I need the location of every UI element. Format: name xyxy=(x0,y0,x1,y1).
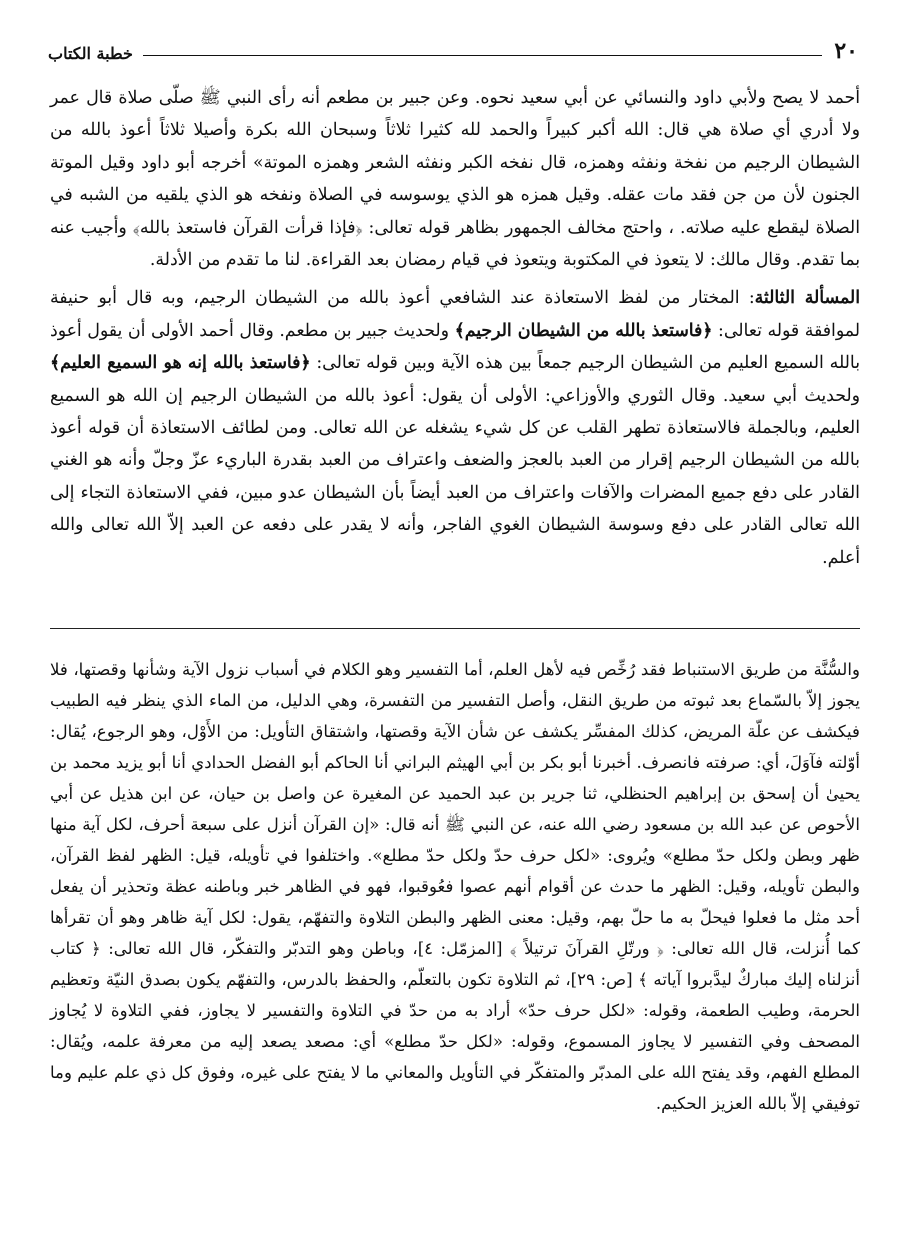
issue-label: المسألة الثالثة xyxy=(754,288,860,309)
paragraph-third-issue xyxy=(50,282,860,574)
quran-verse: ﴿فاستعذ بالله إنه هو السميع العليم﴾ xyxy=(50,353,311,374)
footnote xyxy=(50,654,860,1119)
running-title: خطبة الكتاب xyxy=(48,44,133,63)
header-rule xyxy=(143,55,822,56)
paragraph-text: ولحديث جبير بن مطعم. وقال أحمد الأولى أن يقول أعوذ بالله السميع العليم من الشيطان الرجيم جمعاً بين هذه الآية وبين قوله تعالى: xyxy=(50,320,861,374)
page-number: ٢٠ xyxy=(834,38,858,64)
paragraph: أحمد لا يصح ولأبي داود والنسائي عن أبي سعيد نحوه. وعن جبير بن مطعم أنه رأى النبي ﷺ صلّى صلاة قال عمر ولا أدري أي صلاة هي قال: الله أكبر كبيراً والحمد لله كثيرا ثلاثاً وسبحان الله بكرة وأصيلا ثلاثاً أعوذ بالله من الشيطان الرجيم من نفخة ونفثه وهمزه، قال نفخه الكبر ونفثه الشعر وهمزه الموتة» أخرجه أبو داود وقيل الموتة الجنون لأن من جن فقد مات عقله. وقيل همزه هو الذي يوسوسه في الصلاة ونفخه هو الذي يلقيه من الشبه في الصلاة ليقطع عليه صلاته. ، واحتج مخالف الجمهور بظاهر قوله تعالى: ﴿فإذا قرأت القرآن فاستعذ بالله﴾ وأجيب عنه بما تقدم. وقال مالك: لا يتعوذ في المكتوبة ويتعوذ في قيام رمضان بعد القراءة. لنا ما تقدم من الأدلة. xyxy=(50,88,860,271)
footnote-divider xyxy=(50,628,860,629)
footnote-text: والسُّنَّة من طريق الاستنباط فقد رُخِّص فيه لأهل العلم، أما التفسير وهو الكلام في أسباب نزول الآية وشأنها وقصتها، فلا يجوز إلاّ بالسّماع بعد ثبوته من طريق النقل، وأصل التفسير من التفسرة، وهي الدليل، من الماء الذي ينظر فيه الطبيب فيكشف عن علّة المريض، كذلك المفسِّر يكشف عن شأن الآية وقصتها، واشتقاق التأويل: من الأَوْل، وهو الرجوع، يُقال: أوّلته فآوَلَ، أي: صرفته فانصرف. أخبرنا أبو بكر بن أبي الهيثم البراني أنا الحاكم أبو الفضل الحدادي أنا أبو يزيد محمد بن يحيىٰ أن إسحق بن إبراهيم الحنظلي، ثنا جرير بن عبد الحميد عن المغيرة عن واصل بن حيان، عن ابن هذيل عن أبي الأحوص عن عبد الله بن مسعود رضي الله عنه، عن النبي ﷺ أنه قال: «إن القرآن أنزل على سبعة أحرف، لكل آية منها ظهر وبطن ولكل حدّ مطلع» ويُروى: «لكل حرف حدّ ولكل حدّ مطلع». واختلفوا في تأويله، قيل: الظهر لفظ القرآن، والبطن تأويله، وقيل: الظهر ما حدث عن أقوام أنهم عصوا فعُوقبوا، فهو في الظاهر خبر وباطنه عظة وتحذير أن يفعل أحد مثل ما فعلوا فيحلّ به ما حلّ بهم، وقيل: معنى الظهر والبطن التلاوة والتفهّم، يقول: لكل آية ظاهر وهو أن تقرأها كما أُنزلت، قال الله تعالى: ﴿ ورتّلِ القرآنَ ترتيلاً ﴾ [المزمّل: ٤]، وباطن وهو التدبّر والتفكّر، قال الله تعالى: ﴿ كتاب أنزلناه إليك مباركٌ ليدَّبروا آياته ﴾ [ص: ٢٩]، ثم التلاوة تكون بالتعلّم، والحفظ بالدرس، والتفهّم يكون بصدق النيّة وتعظيم الحرمة، وطيب الطعمة، وقوله: «لكل حرف حدّ» أراد به من حدّ في التلاوة والتفسير لا يجاوز، ففي التلاوة لا يُجاوز المصحف وفي التفسير لا يجاوز المسموع، وقوله: «لكل حدّ مطلع» أي: مصعد يصعد إليه من معرفة علمه، ويُقال: المطلع الفهم، وقد يفتح الله على المدبّر والمتفكّر في التأويل والمعاني ما لا يفتح على غيره، وفوق كل ذي علم عليم وما توفيقي إلاّ بالله العزيز الحكيم. xyxy=(50,660,860,1113)
quran-verse: ﴿فاستعذ بالله من الشيطان الرجيم﴾ xyxy=(454,320,713,341)
running-header xyxy=(48,28,858,62)
paragraph-text: ولحديث أبي سعيد. وقال الثوري والأوزاعي: الأولى أن يقول: أعوذ بالله من الشيطان الرجيم إن الله هو السميع العليم، وبالجملة فالاستعاذة تطهر القلب عن كل شيء يشغله عن الله تعالى. ومن لطائف الاستعاذة أن قوله أعوذ بالله من الشيطان الرجيم إقرار من العبد بالعجز والضعف واعتراف من العبد بقدرة الباريء عزّ وجلّ وأنه هو الغني القادر على دفع جميع المضرات والآفات واعتراف من العبد أيضاً بأن الشيطان عدو مبين، ففي الاستعاذة التجاء إلى الله تعالى القادر على دفع وسوسة الشيطان الغوي الفاجر، وأنه لا يقدر على دفعه عن العبد إلاّ الله تعالى والله أعلم. xyxy=(50,385,860,568)
main-text xyxy=(50,82,860,580)
paragraph-text: : المختار من لفظ الاستعاذة عند الشافعي أعوذ بالله من الشيطان الرجيم، وبه قال أبو حنيفة لموافقة قوله تعالى: xyxy=(50,288,861,341)
